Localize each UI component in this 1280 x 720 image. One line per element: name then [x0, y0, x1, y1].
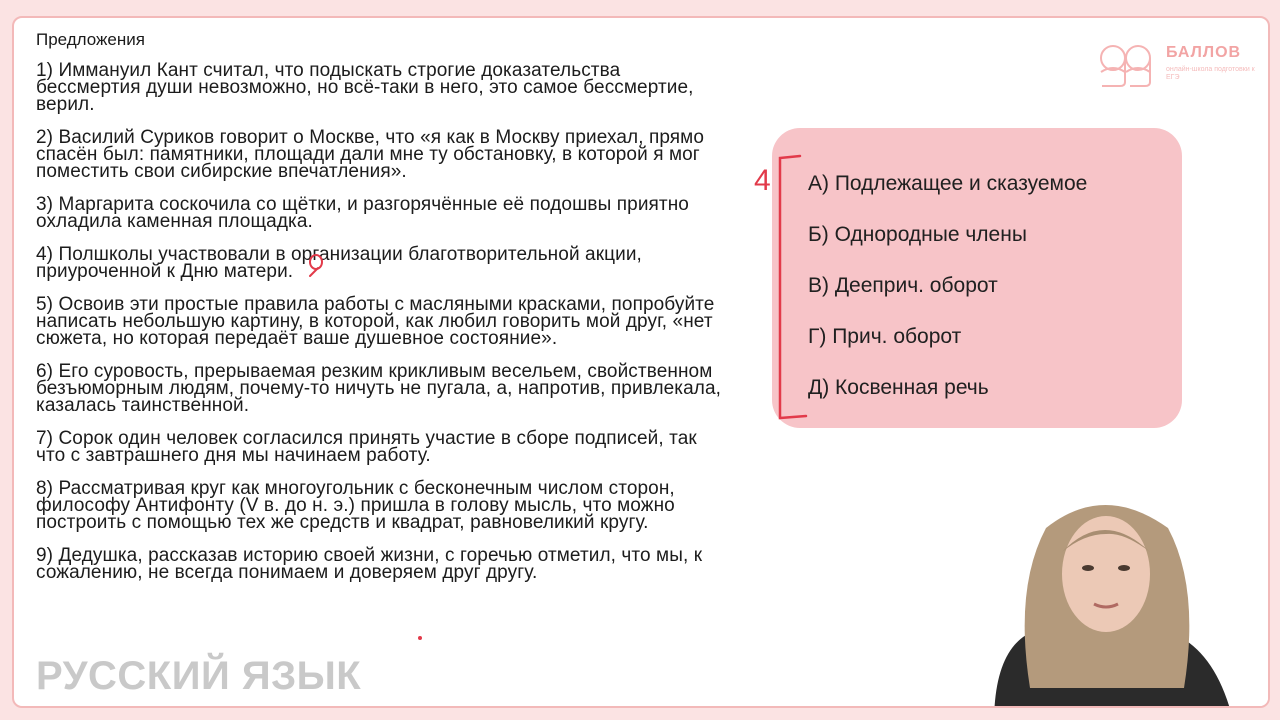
handwritten-circle-mark	[306, 252, 328, 278]
slide-frame	[12, 16, 1270, 708]
logo-subtitle: онлайн-школа подготовки к ЕГЭ	[1166, 66, 1255, 81]
slide-heading: Предложения	[36, 30, 145, 49]
handwritten-dot-mark	[418, 636, 422, 640]
handwritten-bracket-annotation	[750, 148, 830, 428]
sentence-8: 8) Рассматривая круг как многоугольник с бесконечным числом сторон, философу Антифонту (V в. до н. э.) пришла в голову мысль, что можно построить с помощью тех же средств и квадрат, равновеликий кругу.	[36, 478, 675, 533]
logo-mark-icon	[1096, 42, 1158, 88]
sentence-3: 3) Маргарита соскочила со щётки, и разгорячённые её подошвы приятно охладила каменная площадка.	[36, 194, 689, 232]
logo-title: БАЛЛОВ	[1166, 44, 1242, 61]
option-e: Д) Косвенная речь	[808, 376, 989, 399]
sentence-6: 6) Его суровость, прерываемая резким крикливым весельем, свойственном безъюморным людям, почему-то ничуть не пугала, а, напротив, привлекала, казалась таинственной.	[36, 361, 722, 416]
option-a: А) Подлежащее и сказуемое	[808, 172, 1088, 195]
options-card	[772, 128, 1182, 428]
sentence-list	[36, 62, 726, 597]
sentence-4: 4) Полшколы участвовали в организации благотворительной акции, приуроченной к Дню матери.	[36, 244, 642, 282]
option-b: Б) Однородные члены	[808, 223, 1027, 246]
sentence-5: 5) Освоив эти простые правила работы с масляными красками, попробуйте написать небольшую картину, в которой, как любил говорить мой друг, «нет сюжета, но которая передаёт ваше душевное состояние».	[36, 294, 715, 349]
sentence-9: 9) Дедушка, рассказав историю своей жизни, с горечью отметил, что мы, к сожалению, не всегда понимаем и доверяем друг другу.	[36, 545, 703, 583]
option-c: В) Дееприч. оборот	[808, 274, 998, 297]
presenter-webcam-image	[954, 488, 1270, 708]
sentence-1: 1) Иммануил Кант считал, что подыскать строгие доказательства бессмертия души невозможно, но всё-таки в него, это самое бессмертие, верил.	[36, 60, 694, 115]
subject-footer: РУССКИЙ ЯЗЫК	[36, 654, 362, 698]
sentence-2: 2) Василий Суриков говорит о Москве, что «я как в Москву приехал, прямо спасён был: памятники, площади дали мне ту обстановку, в которой я мог поместить свои сибирские впечатления».	[36, 127, 705, 182]
sentence-7: 7) Сорок один человек согласился принять участие в сборе подписей, так что с завтрашнего дня мы начинаем работу.	[36, 428, 697, 466]
school-logo	[1096, 42, 1256, 88]
handwritten-number: 4	[754, 164, 771, 197]
option-d: Г) Прич. оборот	[808, 325, 962, 348]
